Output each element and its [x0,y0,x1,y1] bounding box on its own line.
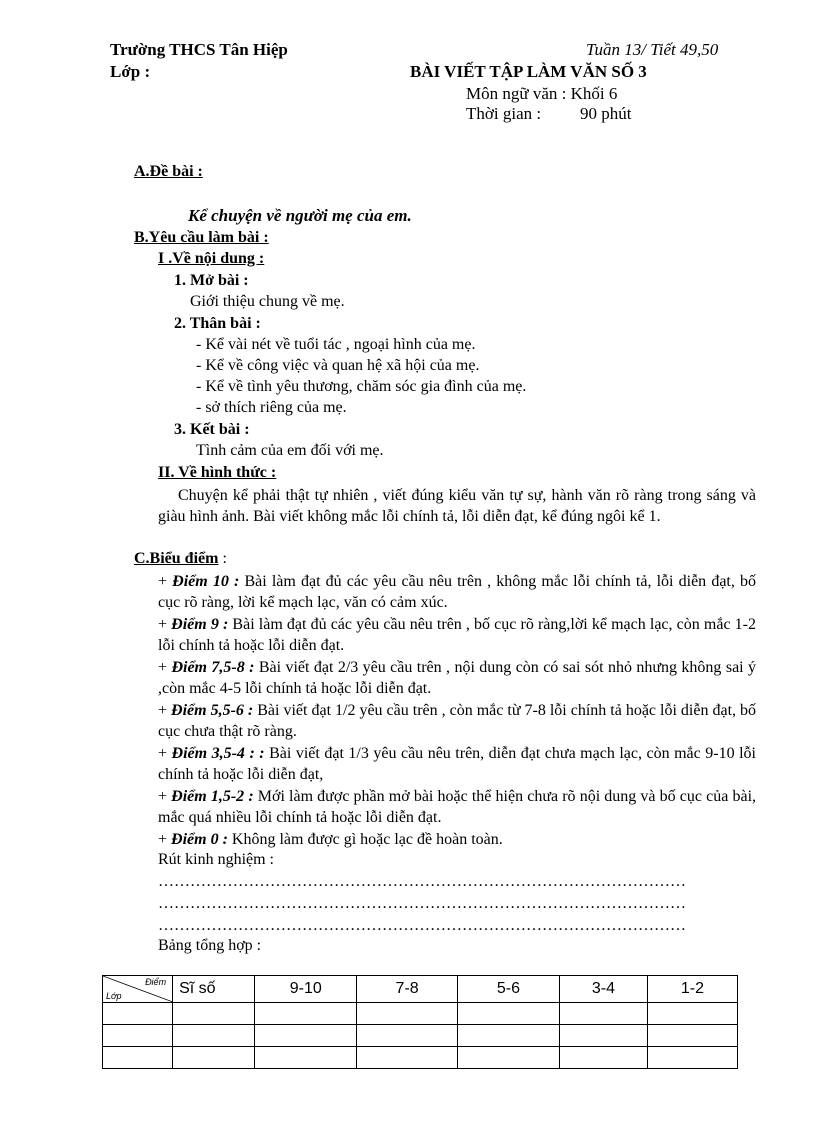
grade-item [158,614,756,656]
table-cell[interactable] [255,1047,357,1069]
section-c-heading-row [134,550,227,568]
summary-table [102,975,738,1069]
table-cell[interactable] [357,1047,458,1069]
grade-label: Điểm 9 : [171,616,229,633]
grade-label: Điểm 3,5-4 : : [171,745,265,762]
grade-text: Bài viết đạt 2/3 yêu cầu trên , nội dung còn có sai sót nhỏ nhưng không sai ý ,còn mắc 4-5 lỗi chính tả hoặc lỗi diễn đạt. [158,659,757,697]
section-c-heading-suffix: : [218,550,227,567]
dotted-line[interactable]: ……………………………………………………………………………………… [158,917,686,934]
column-header: 1-2 [647,976,737,1003]
intro-heading: 1. Mở bài : [174,272,249,289]
grade-prefix: + [158,659,172,676]
column-header: 3-4 [559,976,647,1003]
experience-label: Rút kinh nghiệm : [158,851,274,868]
table-cell[interactable] [103,1025,173,1047]
table-cell[interactable] [647,1025,737,1047]
grade-prefix: + [158,573,173,590]
form-text: Chuyện kể phải thật tự nhiên , viết đúng kiểu văn tự sự, hành văn rõ ràng trong sáng và giàu hình ảnh. Bài viết không mắc lỗi chính tả, lỗi diễn đạt, kể đúng ngôi kể 1. [158,487,756,525]
table-cell[interactable] [458,1025,560,1047]
column-header: 5-6 [458,976,560,1003]
body-item: - Kể về tình yêu thương, chăm sóc gia đình của mẹ. [196,378,527,395]
conclusion-text: Tình cảm của em đối với mẹ. [196,442,384,459]
body-item: - Kể vài nét về tuổi tác , ngoại hình của mẹ. [196,336,476,353]
summary-label: Bảng tổng hợp : [158,937,262,954]
table-cell[interactable] [103,1047,173,1069]
intro-text: Giới thiệu chung về mẹ. [190,293,345,310]
grade-item [158,571,756,613]
grade-text: Bài viết đạt 1/2 yêu cầu trên , còn mắc từ 7-8 lỗi chính tả hoặc lỗi diễn đạt, bố cục chưa thật rõ ràng. [158,702,757,740]
essay-prompt: Kể chuyện về người mẹ của em. [188,206,412,225]
table-cell[interactable] [255,1003,357,1025]
section-a-heading: A.Đề bài : [134,163,203,180]
time-label: Thời gian : [466,104,542,123]
corner-top-label: Điểm [145,977,167,987]
week-period: Tuần 13/ Tiết 49,50 [586,40,719,59]
column-header: 7-8 [357,976,458,1003]
grade-prefix: + [158,616,172,633]
grade-prefix: + [158,702,172,719]
exam-title: BÀI VIẾT TẬP LÀM VĂN SỐ 3 [410,62,647,81]
grade-text: Không làm được gì hoặc lạc đề hoàn toàn. [227,831,503,848]
table-cell[interactable] [173,1025,255,1047]
table-cell[interactable] [458,1003,560,1025]
grade-prefix: + [158,831,172,848]
dotted-line[interactable]: ……………………………………………………………………………………… [158,873,686,890]
school-name: Trường THCS Tân Hiệp [110,40,288,59]
table-row [103,1047,738,1069]
subject-grade: Môn ngữ văn : Khối 6 [466,84,618,103]
grade-prefix: + [158,745,172,762]
class-label: Lớp : [110,62,151,81]
body-item: - Kể về công việc và quan hệ xã hội của mẹ. [196,357,480,374]
grade-text: Bài làm đạt đủ các yêu cầu nêu trên , không mắc lỗi chính tả, lỗi diễn đạt, bố cục rõ ràng, lời kể mạch lạc, văn có cảm xúc. [158,573,757,611]
grade-item [158,829,756,850]
section-c-heading: C.Biểu điểm [134,550,219,567]
table-cell[interactable] [559,1003,647,1025]
column-header: Sĩ số [173,976,255,1003]
dotted-line[interactable]: ……………………………………………………………………………………… [158,895,686,912]
body-heading: 2. Thân bài : [174,315,261,332]
corner-bottom-label: Lớp [106,991,122,1001]
grade-item [158,786,756,828]
grade-item [158,743,756,785]
grade-label: Điểm 7,5-8 : [171,659,255,676]
column-header: 9-10 [255,976,357,1003]
time-value: 90 phút [580,104,632,123]
table-cell[interactable] [647,1003,737,1025]
grade-text: Bài viết đạt 1/3 yêu cầu nêu trên, diễn đạt chưa mạch lạc, còn mắc 9-10 lỗi chính tả hoặc lỗi diễn đạt, [158,745,757,783]
conclusion-heading: 3. Kết bài : [174,421,250,438]
table-row [103,1025,738,1047]
table-cell[interactable] [255,1025,357,1047]
table-cell[interactable] [458,1047,560,1069]
grade-item [158,657,756,699]
content-heading: I .Về nội dung : [158,250,265,267]
grade-label: Điểm 10 : [172,573,240,590]
table-cell[interactable] [357,1025,458,1047]
grade-label: Điểm 5,5-6 : [171,702,254,719]
grade-text: Bài làm đạt đủ các yêu cầu nêu trên , bố cục rõ ràng,lời kể mạch lạc, còn mắc 1-2 lỗi chính tả hoặc lỗi diễn đạt. [158,616,756,654]
grade-label: Điểm 1,5-2 : [171,788,254,805]
table-cell[interactable] [173,1003,255,1025]
form-heading: II. Về hình thức : [158,464,277,481]
table-cell[interactable] [103,1003,173,1025]
table-cell[interactable] [647,1047,737,1069]
section-b-heading: B.Yêu cầu làm bài : [134,229,269,246]
grade-item [158,700,756,742]
body-item: - sở thích riêng của mẹ. [196,399,347,416]
table-row [103,1003,738,1025]
table-cell[interactable] [173,1047,255,1069]
grade-text: Mới làm được phần mở bài hoặc thể hiện chưa rõ nội dung và bố cục của bài, mắc quá nhiều lỗi chính tả hoặc lỗi diễn đạt. [158,788,757,826]
table-cell[interactable] [559,1047,647,1069]
corner-cell [103,976,173,1003]
table-cell[interactable] [357,1003,458,1025]
table-header-row [103,976,738,1003]
grade-label: Điểm 0 : [171,831,228,848]
grade-prefix: + [158,788,172,805]
table-cell[interactable] [559,1025,647,1047]
